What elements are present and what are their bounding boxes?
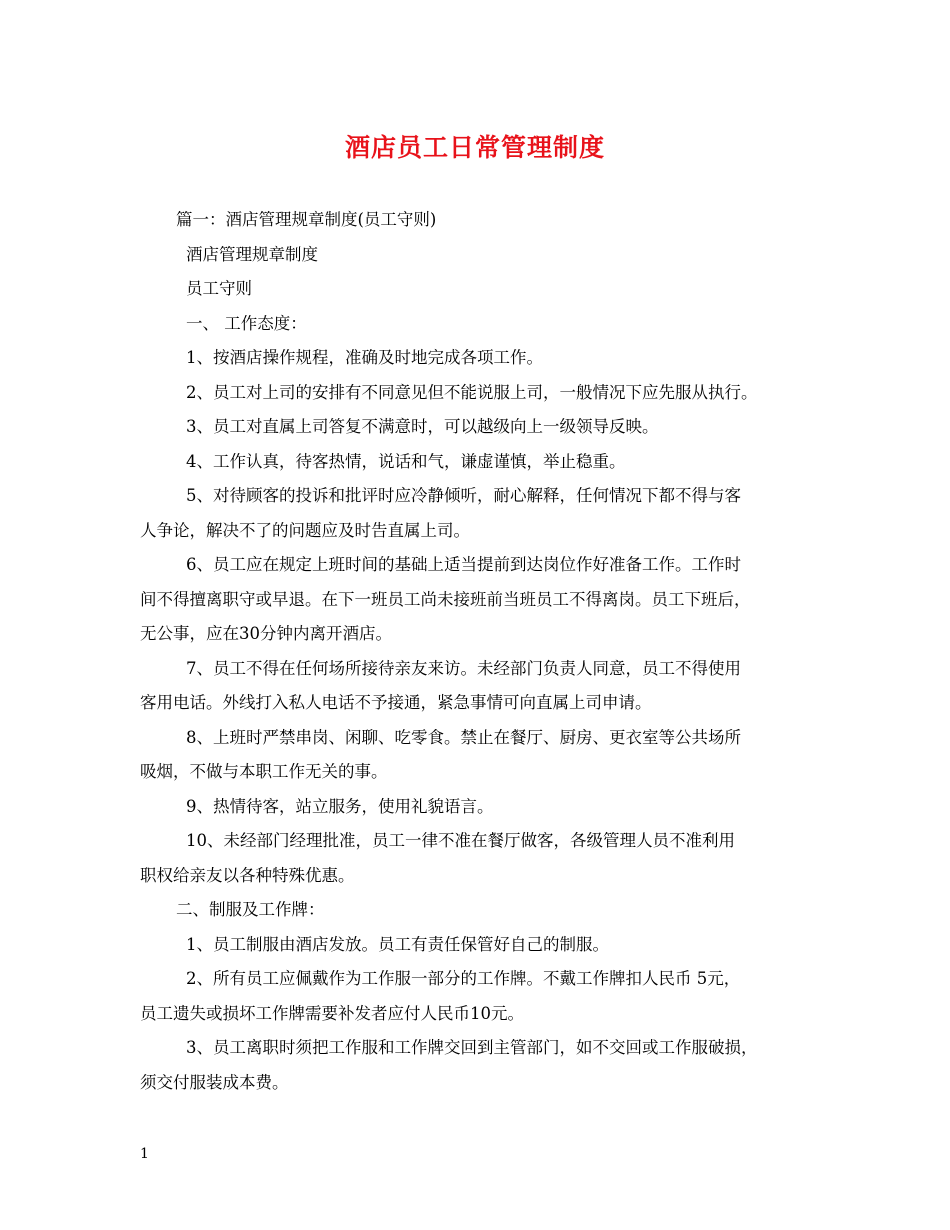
page-number: 1	[140, 1146, 149, 1162]
paragraph-line: 客用电话。外线打入私人电话不予接通，紧急事情可向直属上司申请。	[140, 693, 652, 712]
section-heading: 篇一：酒店管理规章制度(员工守则)	[176, 210, 437, 229]
paragraph-line: 职权给亲友以各种特殊优惠。	[140, 865, 355, 885]
paragraph-line: 2、所有员工应佩戴作为工作服一部分的工作牌。不戴工作牌扣人民币 5元，	[186, 969, 741, 988]
paragraph-line: 须交付服装成本费。	[140, 1072, 289, 1092]
paragraph-line: 6、员工应在规定上班时间的基础上适当提前到达岗位作好准备工作。工作时	[186, 555, 741, 574]
chapter-heading: 二、制服及工作牌：	[176, 900, 325, 919]
paragraph-line: 5、对待顾客的投诉和批评时应冷静倾听，耐心解释，任何情况下都不得与客	[186, 486, 741, 505]
paragraph-line: 人争论，解决不了的问题应及时告直属上司。	[140, 520, 470, 540]
paragraph-line: 1、按酒店操作规程，准确及时地完成各项工作。	[186, 348, 543, 367]
paragraph-line: 4、工作认真，待客热情，说话和气，谦虚谨慎，举止稳重。	[186, 451, 626, 471]
paragraph-line: 2、员工对上司的安排有不同意见但不能说服上司，一般情况下应先服从执行。	[186, 382, 758, 402]
document-title: 酒店员工日常管理制度	[344, 133, 605, 162]
paragraph-line: 1、员工制服由酒店发放。员工有责任保管好自己的制服。	[186, 934, 609, 954]
subheading: 酒店管理规章制度	[186, 244, 318, 264]
paragraph-line: 3、员工离职时须把工作服和工作牌交回到主管部门，如不交回或工作服破损，	[186, 1038, 758, 1057]
paragraph-line: 员工遗失或损坏工作牌需要补发者应付人民币10元。	[140, 1003, 524, 1023]
chapter-heading: 一、 工作态度：	[186, 313, 307, 333]
document-body	[140, 203, 830, 1100]
paragraph-line: 3、员工对直属上司答复不满意时，可以越级向上一级领导反映。	[186, 417, 659, 436]
paragraph-line: 10、未经部门经理批准，员工一律不准在餐厅做客，各级管理人员不准利用	[186, 831, 735, 850]
paragraph-line: 吸烟，不做与本职工作无关的事。	[140, 762, 388, 781]
paragraph-line: 9、热情待客，站立服务，使用礼貌语言。	[186, 796, 494, 816]
paragraph-line: 无公事，应在30分钟内离开酒店。	[140, 624, 392, 643]
paragraph-line: 7、员工不得在任何场所接待亲友来访。未经部门负责人同意，员工不得使用	[186, 658, 741, 678]
paragraph-line: 8、上班时严禁串岗、闲聊、吃零食。禁止在餐厅、厨房、更衣室等公共场所	[186, 727, 741, 747]
subheading: 员工守则	[186, 279, 252, 298]
paragraph-line: 间不得擅离职守或早退。在下一班员工尚未接班前当班员工不得离岗。员工下班后，	[140, 589, 751, 609]
